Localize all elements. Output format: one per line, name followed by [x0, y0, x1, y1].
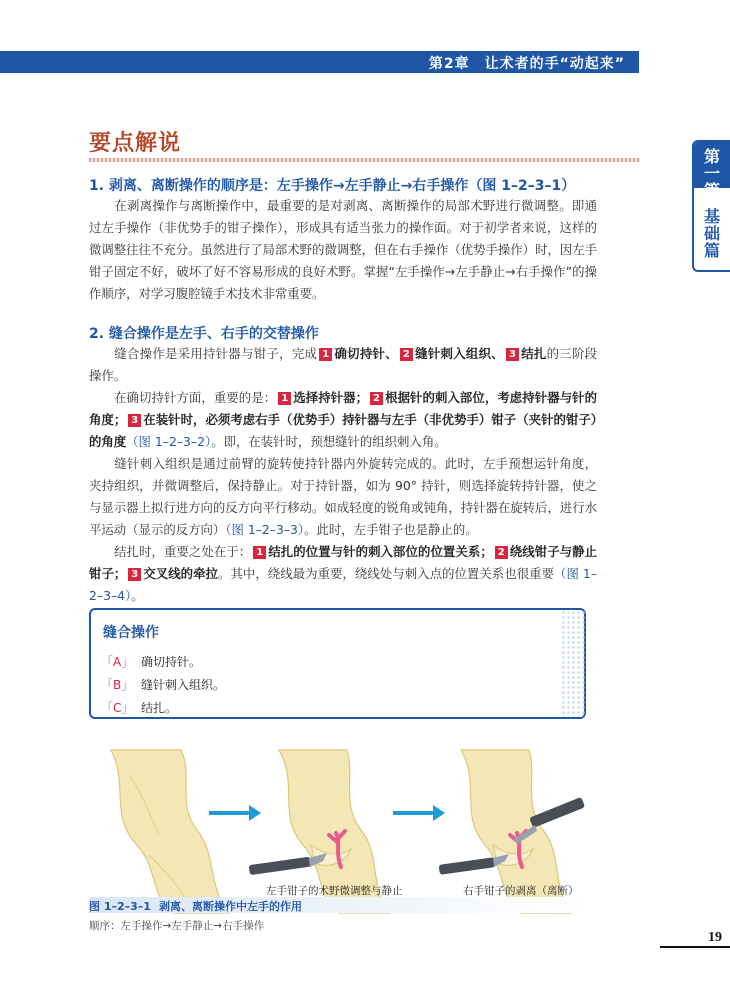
paragraph-suture-steps [89, 343, 597, 387]
number-badge: 3 [128, 568, 141, 581]
number-badge: 2 [400, 348, 413, 361]
figure-reference: （图 1–2–3–2） [126, 434, 212, 449]
tissue-panel-1 [111, 750, 229, 913]
text-span: 缝合操作是采用持针器与钳子，完成 [114, 346, 318, 361]
item-key: 「A」 [101, 655, 134, 669]
figure-caption [89, 898, 302, 914]
heading-dissection-order: 1. 剥离、离断操作的顺序是：左手操作→左手静止→右手操作（图 1–2–3–1） [89, 178, 576, 194]
bold-term: 选择持针器； [293, 390, 369, 405]
grasper-left-icon [439, 854, 509, 875]
box-title: 缝合操作 [103, 625, 159, 641]
text-span: 。 [131, 588, 144, 603]
number-badge: 2 [370, 392, 383, 405]
figure-number: 图 1–2–3–1 [89, 900, 151, 913]
box-item [101, 653, 201, 670]
number-badge: 3 [128, 414, 141, 427]
chapter-title: 第2章 让术者的手“动起来” [428, 56, 625, 72]
heading-suture-alternation: 2. 缝合操作是左手、右手的交替操作 [89, 326, 319, 342]
bold-term: 绕线钳子与静止钳子； [89, 544, 598, 581]
paragraph-needle-holding [89, 387, 597, 453]
figure-reference: （图 1–2–3–3） [225, 522, 305, 537]
bold-term: 在装针时，必须考虑右手（优势手）持针器与左手（非优势手）钳子（夹针的钳子）的角度 [89, 412, 598, 449]
figure-reference: （图 1–2–3–4） [89, 566, 598, 603]
box-item [101, 676, 225, 693]
item-key: 「C」 [101, 701, 134, 715]
section-divider [89, 158, 640, 162]
item-text: 确切持针。 [141, 655, 202, 669]
chapter-header-bar [0, 51, 639, 73]
bold-term: 缝针刺入组织、 [414, 346, 504, 361]
section-title: 要点解说 [89, 131, 182, 156]
grasper-icon [249, 853, 327, 875]
part-name: 基础篇 [703, 207, 720, 260]
figure-caption-text: 剥离、离断操作中左手的作用 [158, 900, 302, 913]
bold-term: 交叉线的牵拉 [143, 566, 219, 581]
text-span: 在确切持针方面，重要的是： [114, 390, 277, 405]
paragraph-knot-tying [89, 541, 597, 607]
arrow-right-icon [209, 805, 261, 821]
number-badge: 2 [495, 546, 508, 559]
number-badge: 1 [253, 546, 266, 559]
part-side-tab [692, 140, 730, 272]
item-text: 缝针刺入组织。 [141, 678, 226, 692]
paragraph-dissection [89, 195, 597, 305]
bold-term: 确切持针、 [334, 346, 398, 361]
text-span: 缝针刺入组织是通过前臂的旋转使持针器内外旋转完成的。此时，左手预想运针角度，夹持组织，并微调整后，保持静止。对于持针器，如为 90° 持针，则选择旋转持针器，使之与显示器上拟行进方向的反方向平行移动。如成轻度的锐角或钝角，持针器在旋转后，进行水平运动（显示的反方向） [89, 456, 598, 537]
page-number: 19 [660, 930, 730, 948]
paragraph-needle-insertion [89, 453, 597, 541]
number-badge: 1 [319, 348, 332, 361]
number-badge: 1 [278, 392, 291, 405]
arrow-right-icon [393, 805, 445, 821]
text-span: 。其中，绕线最为重要，绕线处与刺入点的位置关系也很重要 [218, 566, 555, 581]
text-span: 结扎时，重要之处在于： [114, 544, 252, 559]
box-dot-pattern [561, 610, 586, 717]
figure-subcaption: 顺序：左手操作→左手静止→右手操作 [89, 920, 265, 932]
paragraph-dissection-text: 在剥离操作与离断操作中，最重要的是对剥离、离断操作的局部术野进行微调整。即通过左手操作（非优势手的钳子操作），形成具有适当张力的操作面。对于初学者来说，这样的微调整往往不充分。虽然进行了局部术野的微调整，但在右手操作（优势手操作）时，因左手钳子固定不好，破坏了好不容易形成的良好术野。掌握“左手操作→左手静止→右手操作”的操作顺序，对学习腹腔镜手术技术非常重要。 [89, 198, 598, 301]
figure-label-right-hand: 右手钳子的剥离（离断） [463, 885, 579, 897]
item-text: 结扎。 [141, 701, 178, 715]
text-span: 的三阶段操作。 [89, 346, 598, 383]
item-key: 「B」 [101, 678, 134, 692]
text-span: 。此时，左手钳子也是静止的。 [304, 522, 478, 537]
box-item [101, 699, 177, 716]
suture-summary-box [89, 608, 586, 719]
number-badge: 3 [506, 348, 519, 361]
bold-term: 根据针的刺入部位，考虑持针器与针的角度； [89, 390, 598, 427]
bold-term: 结扎 [520, 346, 547, 361]
bold-term: 结扎的位置与针的刺入部位的位置关系； [268, 544, 493, 559]
part-number: 第一篇 [703, 147, 720, 200]
figure-label-left-hand: 左手钳子的术野微调整与静止 [266, 885, 403, 897]
text-span: 。即，在装针时，预想缝针的组织刺入角。 [211, 434, 447, 449]
